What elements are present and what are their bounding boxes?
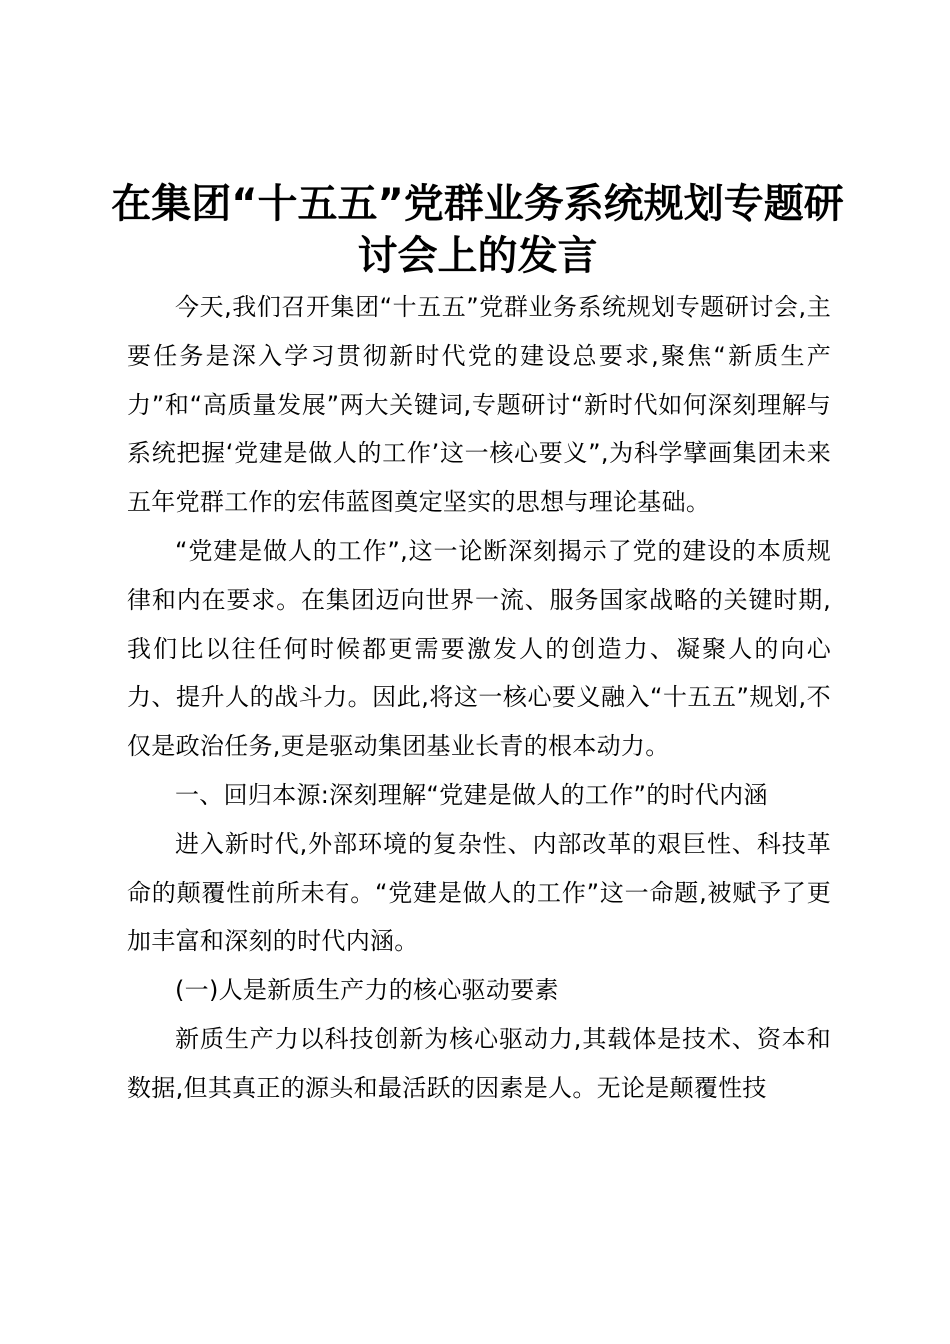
paragraph-subsection-1: 新质生产力以科技创新为核心驱动力,其载体是技术、资本和数据,但其真正的源头和最活跃的因素是人。无论是颠覆性技 — [127, 1024, 831, 1102]
document-body — [127, 283, 831, 1113]
document-title: 在集团“十五五”党群业务系统规划专题研讨会上的发言 — [111, 181, 844, 279]
paragraph-section-1-intro: 进入新时代,外部环境的复杂性、内部改革的艰巨性、科技革命的颠覆性前所未有。“党建是做人的工作”这一命题,被赋予了更加丰富和深刻的时代内涵。 — [127, 829, 831, 956]
paragraph-opening: 今天,我们召开集团“十五五”党群业务系统规划专题研讨会,主要任务是深入学习贯彻新时代党的建设总要求,聚焦“新质生产力”和“高质量发展”两大关键词,专题研讨“新时代如何深刻理解与系统把握‘党建是做人的工作’这一核心要义”,为科学擘画集团未来五年党群工作的宏伟蓝图奠定坚实的思想与理论基础。 — [127, 293, 831, 517]
section-heading-1: 一、回归本源:深刻理解“党建是做人的工作”的时代内涵 — [175, 780, 768, 809]
subsection-heading-1: (一)人是新质生产力的核心驱动要素 — [175, 976, 559, 1005]
paragraph-thesis: “党建是做人的工作”,这一论断深刻揭示了党的建设的本质规律和内在要求。在集团迈向世界一流、服务国家战略的关键时期,我们比以往任何时候都更需要激发人的创造力、凝聚人的向心力、提升人的战斗力。因此,将这一核心要义融入“十五五”规划,不仅是政治任务,更是驱动集团基业长青的根本动力。 — [127, 536, 831, 761]
